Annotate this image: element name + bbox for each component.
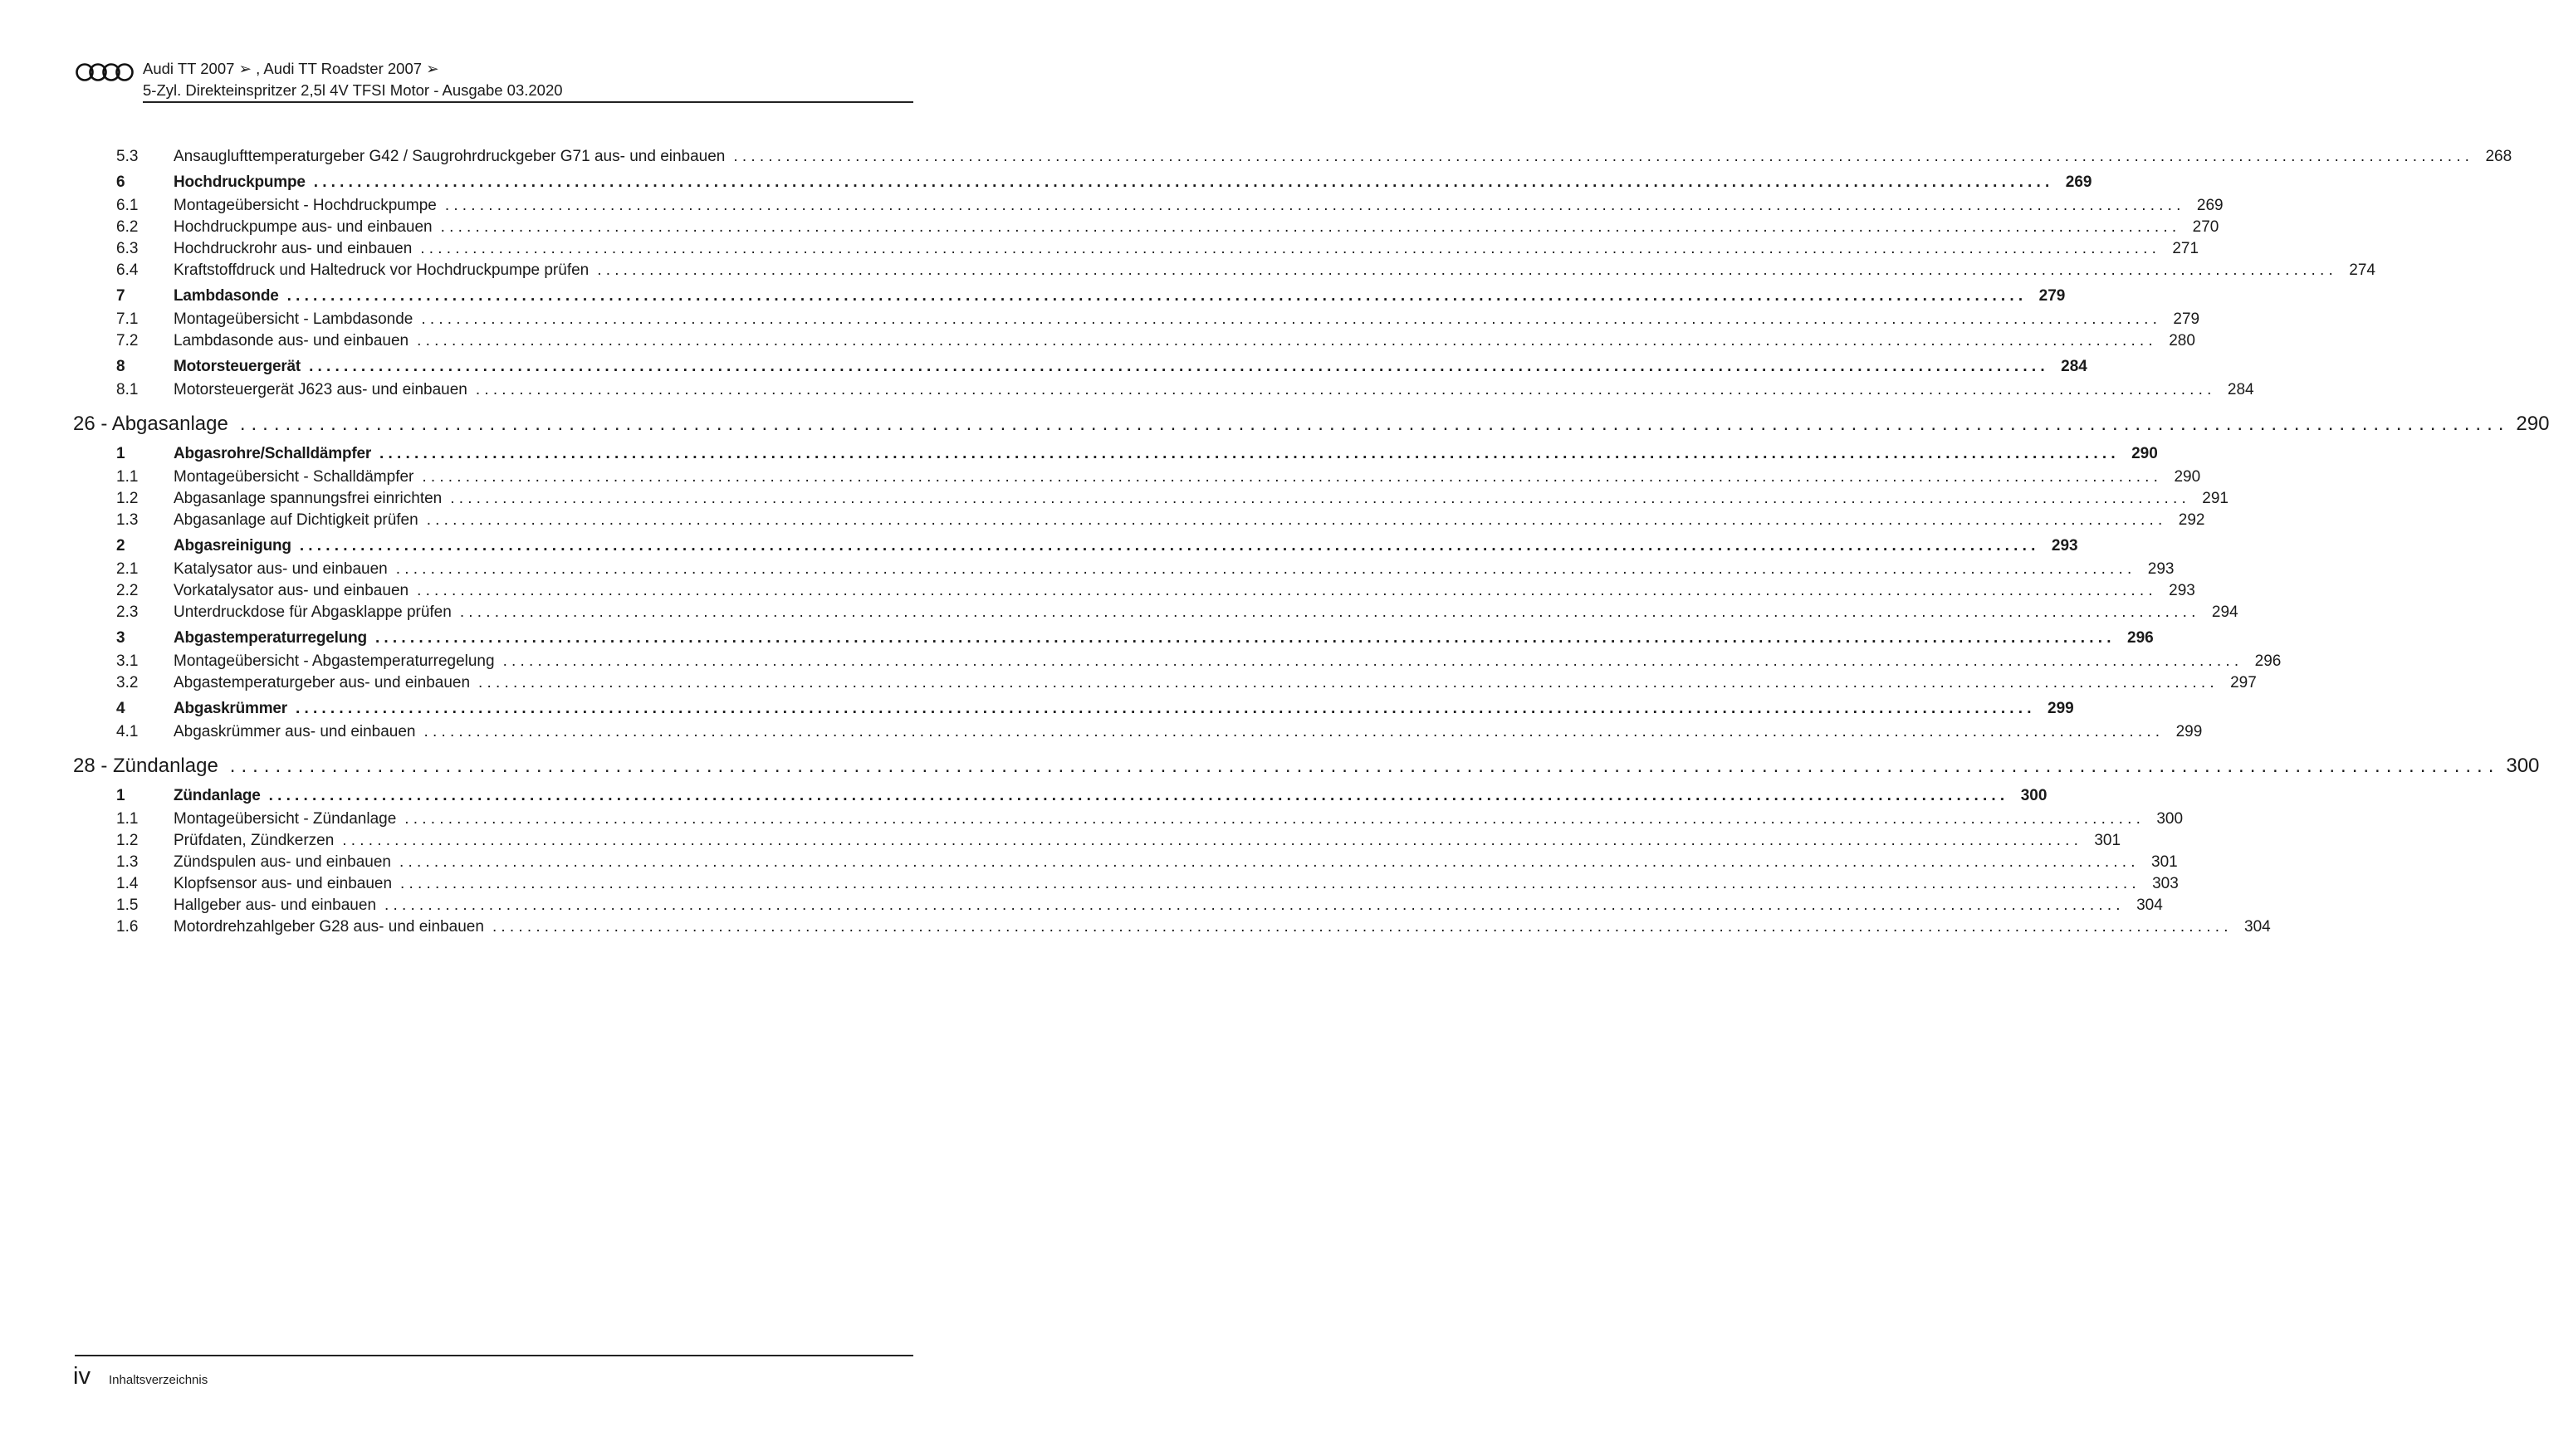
toc-section-entry[interactable] — [73, 173, 2092, 197]
toc-section-entry[interactable] — [73, 537, 2078, 560]
toc-subsection-entry[interactable] — [73, 674, 2257, 696]
toc-entry-number: 6.4 — [116, 261, 139, 279]
toc-entry-page: 280 — [2169, 332, 2195, 349]
toc-entry-page: 274 — [2349, 261, 2375, 279]
footer-divider — [75, 1355, 913, 1356]
toc-dot-leader: ........................................................................................................................................................................................................ — [478, 674, 2219, 691]
toc-entry-title: Lambdasonde — [174, 287, 279, 305]
toc-entry-number: 6 — [116, 173, 125, 191]
toc-entry-title: Abgasanlage auf Dichtigkeit prüfen — [174, 511, 418, 529]
toc-entry-title: Montageübersicht - Schalldämpfer — [174, 468, 414, 486]
toc-entry-number: 7.2 — [116, 332, 139, 349]
toc-section-entry[interactable] — [73, 287, 2066, 310]
toc-dot-leader: ........................................................................................................................................................................................................ — [384, 897, 2125, 914]
toc-dot-leader: ........................................................................................................................................................................................................ — [229, 755, 2500, 777]
toc-entry-page: 269 — [2196, 197, 2224, 214]
toc-entry-number: 7.1 — [116, 310, 139, 328]
toc-section-entry[interactable] — [73, 787, 2048, 810]
toc-entry-page: 279 — [2173, 310, 2200, 328]
toc-entry-page: 268 — [2485, 148, 2512, 165]
toc-entry-title: Abgasrohre/Schalldämpfer — [174, 445, 372, 462]
toc-entry-title: Motordrehzahlgeber G28 aus- und einbauen — [174, 918, 484, 936]
toc-entry-number: 1.5 — [116, 897, 139, 914]
toc-dot-leader: ........................................................................................................................................................................................................ — [268, 787, 2009, 804]
toc-entry-page: 301 — [2094, 832, 2121, 849]
toc-entry-title: Abgastemperaturgeber aus- und einbauen — [174, 674, 471, 691]
toc-dot-leader: ........................................................................................................................................................................................................ — [379, 445, 2120, 462]
toc-entry-title: Montageübersicht - Lambdasonde — [174, 310, 413, 328]
page-header — [75, 60, 913, 103]
toc-subsection-entry[interactable] — [73, 582, 2195, 603]
toc-entry-page: 293 — [2147, 560, 2175, 578]
toc-dot-leader: ........................................................................................................................................................................................................ — [395, 560, 2136, 578]
toc-entry-page: 293 — [2169, 582, 2195, 599]
toc-entry-page: 300 — [2156, 810, 2184, 828]
toc-entry-title: Hochdruckrohr aus- und einbauen — [174, 240, 413, 257]
toc-dot-leader: ........................................................................................................................................................................................................ — [342, 832, 2083, 849]
toc-entry-page: 299 — [2175, 723, 2203, 740]
toc-entry-page: 301 — [2151, 853, 2178, 871]
toc-entry-number: 2.3 — [116, 603, 139, 621]
toc-entry-title: Katalysator aus- und einbauen — [174, 560, 388, 578]
toc-entry-number: 2.1 — [116, 560, 139, 578]
toc-entry-page: 296 — [2127, 629, 2154, 647]
toc-entry-title: Abgaskrümmer — [174, 700, 287, 717]
toc-entry-number: 1.3 — [116, 853, 139, 871]
toc-entry-title: Hallgeber aus- und einbauen — [174, 897, 377, 914]
toc-section-entry[interactable] — [73, 445, 2158, 468]
toc-entry-title: Unterdruckdose für Abgasklappe prüfen — [174, 603, 452, 621]
footer-page-number: iv — [73, 1363, 91, 1390]
toc-entry-page: 293 — [2051, 537, 2078, 555]
toc-entry-title: Abgasreinigung — [174, 537, 291, 555]
toc-subsection-entry[interactable] — [73, 560, 2175, 582]
toc-dot-leader: ........................................................................................................................................................................................................ — [417, 332, 2157, 349]
toc-entry-title: Abgastemperaturregelung — [174, 629, 367, 647]
toc-entry-number: 3.1 — [116, 652, 139, 670]
toc-dot-leader: ........................................................................................................................................................................................................ — [421, 310, 2162, 328]
toc-entry-number: 7 — [116, 287, 125, 305]
header-vehicle-title: Audi TT 2007 ➢ , Audi TT Roadster 2007 ➢ — [143, 60, 439, 77]
toc-entry-number: 2.2 — [116, 582, 139, 599]
toc-entry-title: Kraftstoffdruck und Haltedruck vor Hochdruckpumpe prüfen — [174, 261, 590, 279]
toc-entry-number: 5.3 — [116, 148, 139, 165]
toc-entry-number: 2 — [116, 537, 125, 555]
toc-subsection-entry[interactable] — [73, 511, 2205, 533]
toc-entry-page: 296 — [2254, 652, 2282, 670]
toc-entry-title: Ansauglufttemperaturgeber G42 / Saugrohrdruckgeber G71 aus- und einbauen — [174, 148, 726, 165]
toc-subsection-entry[interactable] — [73, 832, 2121, 853]
toc-entry-number: 1 — [116, 445, 125, 462]
toc-entry-number: 6.2 — [116, 218, 139, 236]
footer-section-label: Inhaltsverzeichnis — [109, 1373, 208, 1387]
toc-subsection-entry[interactable] — [73, 381, 2254, 403]
toc-subsection-entry[interactable] — [73, 603, 2238, 625]
audi-rings-logo — [75, 62, 135, 82]
toc-entry-title: Zündanlage — [174, 787, 261, 804]
header-divider — [143, 101, 913, 103]
toc-entry-page: 304 — [2244, 918, 2271, 936]
toc-entry-page: 279 — [2038, 287, 2066, 305]
toc-entry-page: 300 — [2020, 787, 2048, 804]
toc-subsection-entry[interactable] — [73, 897, 2163, 918]
toc-entry-title: Montageübersicht - Hochdruckpumpe — [174, 197, 437, 214]
toc-dot-leader: ........................................................................................................................................................................................................ — [502, 652, 2243, 670]
toc-subsection-entry[interactable] — [73, 261, 2375, 283]
table-of-contents — [73, 148, 2549, 940]
toc-entry-number: 4 — [116, 700, 125, 717]
toc-entry-number: 1 — [116, 787, 125, 804]
toc-dot-leader: ........................................................................................................................................................................................................ — [417, 582, 2157, 599]
toc-entry-page: 292 — [2178, 511, 2205, 529]
toc-entry-page: 304 — [2136, 897, 2163, 914]
toc-entry-title: Montageübersicht - Zündanlage — [174, 810, 397, 828]
toc-dot-leader: ........................................................................................................................................................................................................ — [295, 700, 2036, 717]
toc-entry-number: 6.3 — [116, 240, 139, 257]
toc-dot-leader: ........................................................................................................................................................................................................ — [492, 918, 2233, 936]
toc-subsection-entry[interactable] — [73, 240, 2199, 261]
toc-entry-page: 270 — [2192, 218, 2219, 236]
toc-dot-leader: ........................................................................................................................................................................................................ — [309, 358, 2049, 375]
toc-dot-leader: ........................................................................................................................................................................................................ — [400, 875, 2140, 892]
toc-entry-number: 1.2 — [116, 832, 139, 849]
toc-entry-page: 291 — [2202, 490, 2229, 507]
toc-subsection-entry[interactable] — [73, 810, 2184, 832]
toc-entry-number: 1.6 — [116, 918, 139, 936]
toc-dot-leader: ........................................................................................................................................................................................................ — [450, 490, 2190, 507]
toc-subsection-entry[interactable] — [73, 652, 2282, 674]
toc-entry-title: Klopfsensor aus- und einbauen — [174, 875, 393, 892]
toc-chapter-entry[interactable] — [73, 413, 2549, 441]
toc-entry-page: 290 — [2131, 445, 2158, 462]
toc-subsection-entry[interactable] — [73, 197, 2224, 218]
toc-entry-page: 271 — [2172, 240, 2199, 257]
toc-subsection-entry[interactable] — [73, 875, 2179, 897]
toc-entry-page: 284 — [2061, 358, 2087, 375]
toc-dot-leader: ........................................................................................................................................................................................................ — [440, 218, 2181, 236]
toc-entry-title: Hochdruckpumpe aus- und einbauen — [174, 218, 433, 236]
toc-entry-number: 3 — [116, 629, 125, 647]
toc-dot-leader: ........................................................................................................................................................................................................ — [422, 468, 2163, 486]
toc-entry-page: 269 — [2065, 173, 2092, 191]
toc-entry-page: 300 — [2506, 755, 2540, 777]
toc-entry-title: Montageübersicht - Abgastemperaturregelung — [174, 652, 495, 670]
toc-entry-number: 1.4 — [116, 875, 139, 892]
toc-subsection-entry[interactable] — [73, 218, 2219, 240]
toc-dot-leader: ........................................................................................................................................................................................................ — [374, 629, 2116, 647]
toc-entry-title: Vorkatalysator aus- und einbauen — [174, 582, 409, 599]
toc-entry-title: Prüfdaten, Zündkerzen — [174, 832, 335, 849]
toc-entry-title: Hochdruckpumpe — [174, 173, 306, 191]
toc-subsection-entry[interactable] — [73, 918, 2271, 940]
toc-section-entry[interactable] — [73, 700, 2074, 723]
toc-dot-leader: ........................................................................................................................................................................................................ — [404, 810, 2145, 828]
toc-entry-title: Zündspulen aus- und einbauen — [174, 853, 391, 871]
toc-entry-title: Motorsteuergerät — [174, 358, 301, 375]
toc-entry-number: 3.2 — [116, 674, 139, 691]
toc-entry-title: 28 - Zündanlage — [73, 755, 218, 777]
toc-entry-number: 1.2 — [116, 490, 139, 507]
toc-entry-number: 1.3 — [116, 511, 139, 529]
toc-dot-leader: ........................................................................................................................................................................................................ — [286, 287, 2028, 305]
toc-entry-page: 297 — [2230, 674, 2257, 691]
toc-subsection-entry[interactable] — [73, 148, 2512, 169]
toc-dot-leader: ........................................................................................................................................................................................................ — [420, 240, 2161, 257]
toc-entry-page: 290 — [2174, 468, 2201, 486]
toc-subsection-entry[interactable] — [73, 332, 2195, 354]
toc-entry-page: 303 — [2152, 875, 2179, 892]
toc-subsection-entry[interactable] — [73, 490, 2229, 511]
toc-entry-title: 26 - Abgasanlage — [73, 413, 228, 435]
toc-section-entry[interactable] — [73, 358, 2087, 381]
toc-dot-leader: ........................................................................................................................................................................................................ — [313, 173, 2054, 191]
header-engine-subtitle: 5-Zyl. Direkteinspritzer 2,5l 4V TFSI Motor - Ausgabe 03.2020 — [143, 81, 563, 99]
toc-entry-title: Motorsteuergerät J623 aus- und einbauen — [174, 381, 467, 398]
toc-entry-title: Lambdasonde aus- und einbauen — [174, 332, 409, 349]
toc-entry-title: Abgaskrümmer aus- und einbauen — [174, 723, 416, 740]
toc-dot-leader: ........................................................................................................................................................................................................ — [399, 853, 2140, 871]
toc-entry-number: 1.1 — [116, 810, 139, 828]
toc-dot-leader: ........................................................................................................................................................................................................ — [459, 603, 2200, 621]
toc-dot-leader: ........................................................................................................................................................................................................ — [597, 261, 2337, 279]
toc-subsection-entry[interactable] — [73, 723, 2203, 745]
toc-subsection-entry[interactable] — [73, 468, 2201, 490]
toc-entry-page: 290 — [2516, 413, 2549, 435]
toc-entry-number: 8.1 — [116, 381, 139, 398]
toc-dot-leader: ........................................................................................................................................................................................................ — [299, 537, 2040, 555]
toc-dot-leader: ........................................................................................................................................................................................................ — [475, 381, 2216, 398]
toc-entry-number: 1.1 — [116, 468, 139, 486]
toc-section-entry[interactable] — [73, 629, 2154, 652]
toc-entry-page: 294 — [2211, 603, 2238, 621]
toc-entry-number: 6.1 — [116, 197, 139, 214]
toc-subsection-entry[interactable] — [73, 853, 2178, 875]
toc-entry-title: Abgasanlage spannungsfrei einrichten — [174, 490, 443, 507]
toc-dot-leader: ........................................................................................................................................................................................................ — [733, 148, 2474, 165]
toc-subsection-entry[interactable] — [73, 310, 2200, 332]
toc-entry-number: 4.1 — [116, 723, 139, 740]
toc-dot-leader: ........................................................................................................................................................................................................ — [239, 413, 2510, 435]
toc-entry-number: 8 — [116, 358, 125, 375]
toc-entry-page: 284 — [2227, 381, 2254, 398]
toc-dot-leader: ........................................................................................................................................................................................................ — [426, 511, 2167, 529]
toc-entry-page: 299 — [2048, 700, 2074, 717]
toc-dot-leader: ........................................................................................................................................................................................................ — [444, 197, 2185, 214]
toc-dot-leader: ........................................................................................................................................................................................................ — [423, 723, 2165, 740]
toc-chapter-entry[interactable] — [73, 755, 2540, 783]
